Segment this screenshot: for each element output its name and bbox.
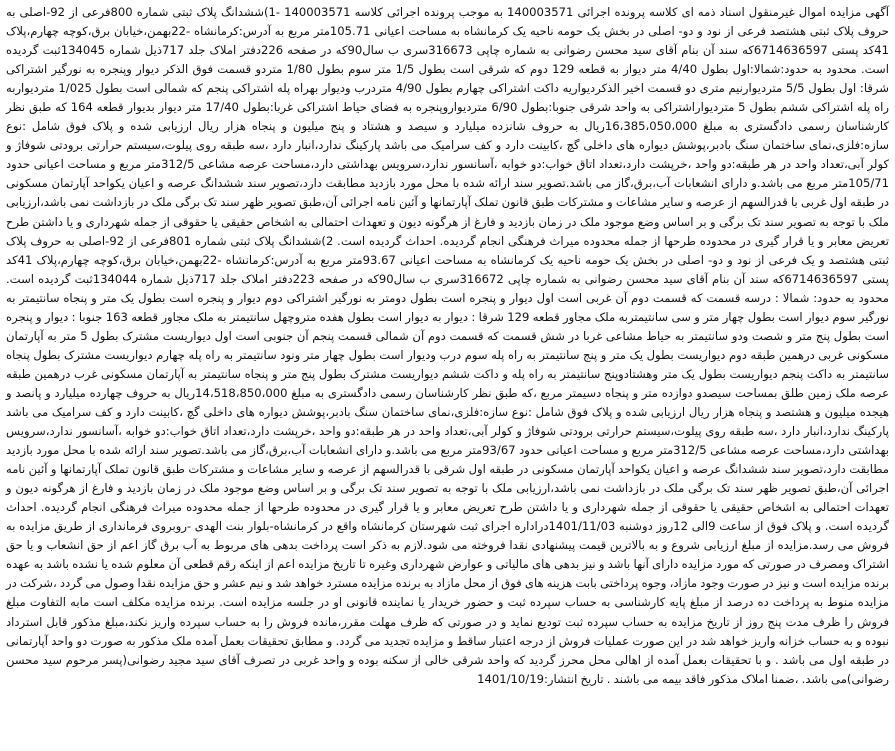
notice-body-text: آگهی مزایده اموال غیرمنقول اسناد ذمه ای کلاسه پرونده اجرائی 140003571 به موجب پرونده اجرائی کلاسه 140003571 -1)ششدانگ پلاک ثبتی شماره 800فرعی از 92-اصلی به حروف پلاک ثبتی هشتصد فرعی از نود و دو- اصلی در بخش یک حومه ناحیه یک کرمانشاه به مساحت اعیانی 105.71متر مربع به آدرس:کرمانشاه -22بهمن،خیابان برق،کوچه چهارم،پلاک 41کد پستی 6714636597که سند آن بنام آقای سید محسن رضوانی به شماره چاپی 316673سری ب سال90که در صفحه 226دفتر املاک جلد 717ذیل شماره 134045ثبت گردیده است. محدود به حدود:شمالا:اول بطول 4/40 متر دیوار به قطعه 129 دوم که شرقی است بطول 1/5 متر سوم بطول 1/80 متردو قسمت فوق الذکر دیوار وپنجره به نورگیر اشتراکی شرقا: اول بطول 5/5 متردیوارنیم متری دو قسمت اخیر الذکردیواریه داکت اشتراکی چهارم بطول 4/90 متردرب ودیوار بهراه پله اشتراکی پنجم که شمالی است بطول 1/025 متردیواربه راه پله اشتراکی ششم بطول 5 متردیواراشتراکی به واحد شرقی جنوبا:بطول 6/90 متردیواروپنجره به فضای حیاط اشتراکی غربا:بطول 17/40 متر دیوار بدیوار قطعه 164 که طبق نظر کارشناسان رسمی دادگستری به مبلغ 16،385،050،000ریال به حروف شانزده میلیارد و سیصد و هشتاد و پنج میلیون و پنجاه هزار ریال ارزیابی شده و پلاک فوق شامل :نوع سازه:فلزی،نمای ساختمان سنگ بادبر،پوشش دیواره های داخلی گچ ،کابینت دارد و کف سرامیک می باشد پارکینگ ندارد،انبار دارد ،سه طبقه روی پیلوت،سیستم حرارتی برودتی شوفاژ و کولر آبی،تعداد واحد در هر طبقه:دو واحد ،خرپشت دارد،تعداد اتاق خواب:دو خوابه ،آسانسور ندارد،سرویس بهداشتی دارد،مساحت عرصه مشاعی 312/5متر مربع و مساحت اعیانی حدود 105/71متر مربع می باشد.و دارای انشعابات آب،برق،گاز می باشد.تصویر سند ارائه شده با محل مورد بازدید مطابقت دارد،تصویر سند ششدانگ عرصه و اعیان یکواحد آپارتمان مسکونی در طبقه اول غربی با قدرالسهم از عرصه و سایر مشاعات و مشترکات طبق قانون تملک آپارتمانها و آئین نامه اجرائی آن،طبق تصویر ظهر سند تک برگی ملک در بازداشت نمی باشد،ارزیابی ملک با توجه به تصویر سند تک برگی و بر اساس وضع موجود ملک در زمان بازدید و فارغ از هرگونه دیون و تعهدات احتمالی به اشخاص حقیقی یا حقوقی از جمله شهرداری و یا داشتن طرح تعریض معابر و یا قرار گیری در محدوده طرحها از جمله محدوده میراث فرهنگی انجام گردیده. احداث گردیده است. 2)ششدانگ پلاک ثبتی شماره 801فرعی از 92-اصلی به حروف پلاک ثبتی هشتصد و یک فرعی از نود و دو- اصلی در بخش یک حومه ناحیه یک کرمانشاه به مساحت اعیانی 93.67متر مربع به آدرس:کرمانشاه -22بهمن،خیابان برق،کوچه چهارم،پلاک 41کد پستی 6714636597که سند آن بنام آقای سید محسن رضوانی به شماره چاپی 316672سری ب سال90که در صفحه 223دفتر املاک جلد 717ذیل شماره 134044ثبت گردیده است. محدود به حدود: شمالا : درسه قسمت که قسمت دوم آن غربی است اول دیوار و پنجره است بطول دومتر به نورگیر اشتراکی دوم دیوار و پنجره است بطول یک متر و پنجاه سانتیمتر به نورگیر سوم دیوار است بطول چهار متر و سی سانتیمتربه ملک مجاور قطعه 129 شرقا : دیوار به دیوار است بطول هفده متروچهل سانتیمتر به ملک مجاور قطعه 163 جنوبا : دیوار و پنجره است بطول پنج متر و شصت ودو سانتیمتر به حیاط مشاعی غربا در شش قسمت که قسمت دوم آن شمالی قسمت پنجم آن جنوبی است اول دیواریست مشترک بطول 5 متر به آپارتمان مسکونی غربی درهمین طبقه دوم دیواریست بطول یک متر و پنج سانتیمتر به راه پله سوم درب ودیوار است بطول چهار متر ونود سانتیمتر به راه پله چهارم دیواریست مشترک بطول پنجاه سانتیمتر به داکت پنجم دیواریست بطول یک متر وهشتادوپنج سانتیمتر به راه پله و داکت ششم دیواریست مشترک بطول پنج متر و پنجاه سانتیمتر به آپارتمان مسکونی غرب درهمین طبقه عرصه ملک زمین طلق بمساحت سیصدو دوازده متر و پنجاه دسیمتر مربع ،که طبق نظر کارشناسان رسمی دادگستری به مبلغ 14،518،850،000ریال به حروف چهارده میلیارد و پانصد و هیجده میلیون و هشتصد و پنجاه هزار ریال ارزیابی شده و پلاک فوق شامل :نوع سازه:فلزی،نمای ساختمان سنگ بادبر،پوشش دیواره های داخلی گچ ،کابینت دارد و کف سرامیک می باشد پارکینگ ندارد،انبار دارد ،سه طبقه روی پیلوت،سیستم حرارتی برودتی شوفاژ و کولر آبی،تعداد واحد در هر طبقه:دو واحد ،خرپشت دارد،تعداد اتاق خواب:دو خوابه ،آسانسور ندارد،سرویس بهداشتی دارد،مساحت عرصه مشاعی 312/5متر مربع و مساحت اعیانی حدود 93/67متر مربع می باشد.و دارای انشعابات آب،برق،گاز می باشد.تصویر سند ارائه شده با محل مورد بازدید مطابقت دارد،تصویر سند ششدانگ عرصه و اعیان یکواحد آپارتمان مسکونی در طبقه اول شرقی با قدرالسهم از عرصه و سایر مشاعات و مشترکات طبق قانون تملک آپارتمانها و آئین نامه اجرائی آن،طبق تصویر ظهر سند تک برگی ملک در بازداشت نمی باشد،ارزیابی ملک با توجه به تصویر سند تک برگی و بر اساس وضع موجود ملک در زمان بازدید و فارغ از هرگونه دیون و تعهدات احتمالی به اشخاص حقیقی یا حقوقی از جمله شهرداری و یا داشتن طرح تعریض معابر و یا قرار گیری در محدوده طرحها از جمله محدوده میراث فرهنگی انجام گردیده. احداث گردیده است. و پلاک فوق از ساعت 9الی 12روز دوشنبه 1401/11/03دراداره اجرای ثبت شهرستان کرمانشاه واقع در کرمانشاه-بلوار بنت الهدی -روبروی فرمانداری از طریق مزایده به فروش می رسد.مزایده از مبلغ ارزیابی شروع و به بالاترین قیمت پیشنهادی نقدا فروخته می شود.لازم به ذکر است پرداخت بدهی های مربوط به آب برق گاز اعم از حق انشعاب و یا حق اشتراک ومصرف در صورتی که مورد مزایده دارای آنها باشد و نیز بدهی های مالیاتی و عوارض شهرداری وغیره تا تاریخ مزایده اعم از اینکه رقم قطعی آن معلوم شده یا نشده باشد به عهده برنده مزایده است و نیز در صورت وجود مازاد، وجوه پرداختی بابت هزینه های فوق از محل مازاد به برنده مزایده مسترد خواهد شد و نیم عشر و حق مزایده نقدا وصول می گردد ،شرکت در مزایده منوط به پرداخت ده درصد از مبلغ پایه کارشناسی به حساب سپرده ثبت و حضور خریدار یا نماینده قانونی او در جلسه مزایده است. برنده مزایده مکلف است مابه التفاوت مبلغ فروش را ظرف مدت پنج روز از تاریخ مزایده به حساب سپرده ثبت تودیع نماید و در صورتی که ظرف مهلت مقرر،مانده فروش را به حساب سپرده واریز نکند،مبلغ مذکور قابل استرداد نبوده و به حساب خزانه واریز خواهد شد در این صورت عملیات فروش از درجه اعتبار ساقط و مزایده تجدید می گردد. و مطابق تحقیقات بعمل آمده ملک مذکور به صورت دو واحد آپارتمانی در طبقه اول می باشد . و با تحقیقات بعمل آمده از اهالی محل محرز گردید که واحد شرقی خالی از سکنه بوده و واحد غربی در تصرف آقای سید مجید رضوانی(پسر مرحوم سید محسن رضوانی)می باشد. ،ضمنا املاک مذکور فاقد بیمه می باشند . تاریخ انتشار:1401/10/19 — [6, 5, 890, 686]
